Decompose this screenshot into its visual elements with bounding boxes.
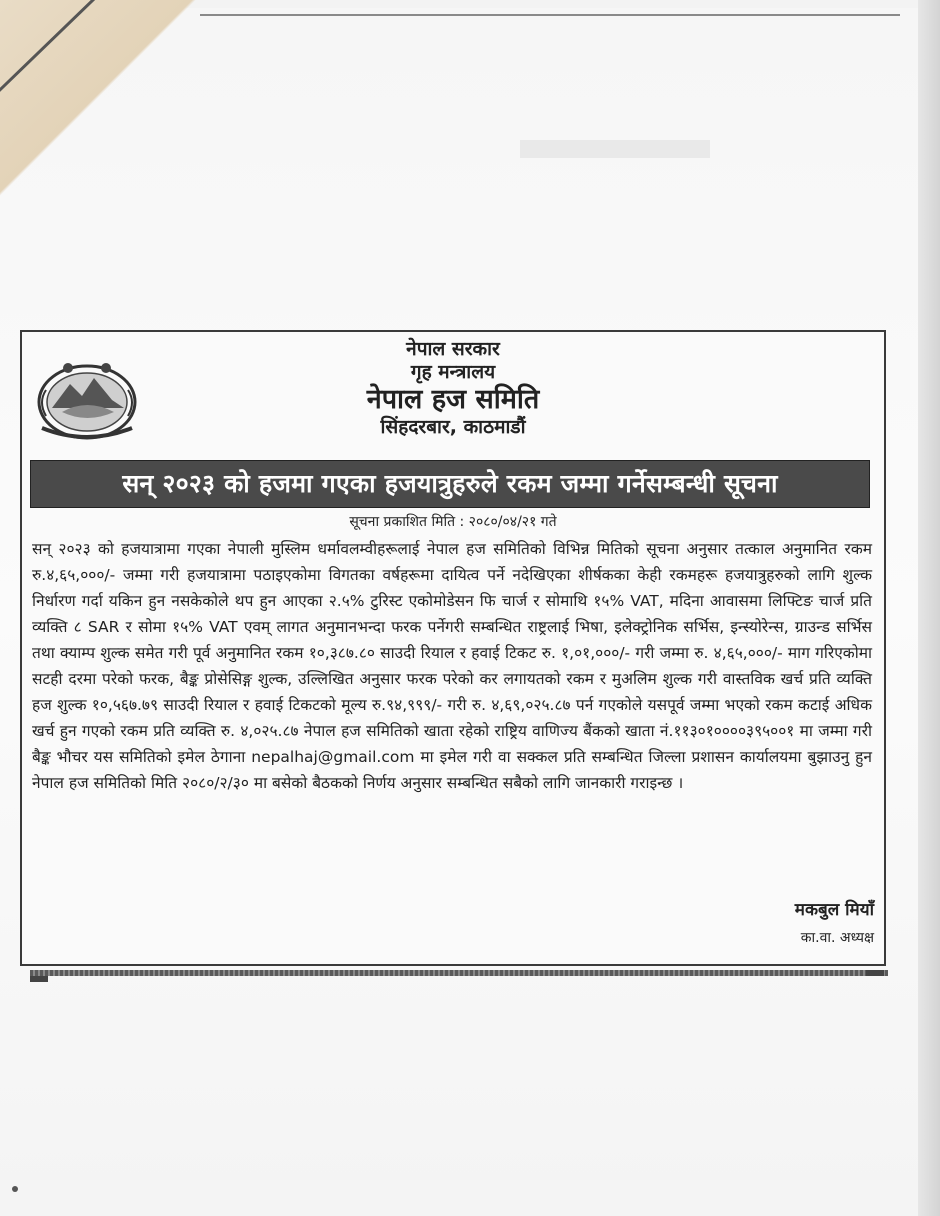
letterhead [22, 338, 884, 439]
page-right-edge [918, 0, 940, 1216]
published-date: सूचना प्रकाशित मिति : २०८०/०४/२१ गते [349, 514, 557, 530]
bleed-through-shadow [520, 140, 710, 192]
page-top-edge [200, 14, 900, 16]
committee-name: नेपाल हज समिति [366, 383, 540, 415]
divider-end-right [866, 970, 884, 976]
ministry-name: गृह मन्त्रालय [410, 360, 496, 383]
office-address: सिंहदरबार, काठमाडौं [380, 415, 526, 438]
signatory-name: मकबुल मियाँ [794, 900, 874, 920]
folded-corner [0, 0, 200, 200]
notice-body: सन् २०२३ को हजयात्रामा गएका नेपाली मुस्लिम धर्मावलम्वीहरूलाई नेपाल हज समितिको विभिन्न मितिको सूचना अनुसार तत्काल अनुमानित रकम रु.४,६५,०००/- जम्मा गरी हजयात्रामा पठाइएकोमा विगतका वर्षहरूमा दायित्व पर्ने नदेखिएका शीर्षकका केही रकमहरू हजयात्रुहरुको लागि शुल्क निर्धारण गर्दा यकिन हुन नसकेकोले थप हुन आएका २.५% टुरिस्ट एकोमोडेसन फि चार्ज र सोमाथि १५% VAT, मदिना आवासमा लिफ्टिङ चार्ज प्रति व्यक्ति ८ SAR र सोमा १५% VAT एवम् लागत अनुमानभन्दा फरक पर्नेगरी सम्बन्धित राष्ट्रलाई भिषा, इलेक्ट्रोनिक सर्भिस, इन्स्योरेन्स, ग्राउन्ड सर्भिस तथा क्याम्प शुल्क समेत गरी पूर्व अनुमानित रकम १०,३८७.८० साउदी रियाल र हवाई टिकट रु. १,०१,०००/- गरी जम्मा रु. ४,६५,०००/- माग गरिएकोमा सटही दरमा परेको फरक, बैङ्क प्रोसेसिङ्ग शुल्क, उल्लिखित अनुसार फरक परेको कर लगायतको रकम र मुअलिम शुल्क गरी वास्तविक खर्च प्रति व्यक्ति हज शुल्क १०,५६७.७९ साउदी रियाल र हवाई टिकटको मूल्य रु.९४,९९९/- गरी रु. ४,६९,०२५.८७ पर्न गएकोले यसपूर्व जम्मा भएको रकम कटाई अधिक खर्च हुन गएको रकम प्रति व्यक्ति रु. ४,०२५.८७ नेपाल हज समितिको खाता रहेको राष्ट्रिय वाणिज्य बैंकको खाता नं.११३०१००००३९५००१ मा जम्मा गरी बैङ्क भौचर यस समितिको इमेल ठेगाना nepalhaj@gmail.com मा इमेल गरी वा सक्कल प्रति सम्बन्धित जिल्ला प्रशासन कार्यालयमा बुझाउनु हुन नेपाल हज समितिको मिति २०८०/२/३० मा बसेको बैठकको निर्णय अनुसार सम्बन्धित सबैको लागि जानकारी गराइन्छ । [32, 540, 872, 792]
signatory-title: का.वा. अध्यक्ष [800, 930, 874, 946]
notice-box [20, 330, 886, 966]
scan-speck [12, 1186, 18, 1192]
divider-end-left [30, 976, 48, 982]
notice-title-banner: सन् २०२३ को हजमा गएका हजयात्रुहरुले रकम जम्मा गर्नेसम्बन्धी सूचना [30, 460, 870, 508]
government-name: नेपाल सरकार [406, 338, 500, 360]
bottom-divider [30, 970, 888, 976]
